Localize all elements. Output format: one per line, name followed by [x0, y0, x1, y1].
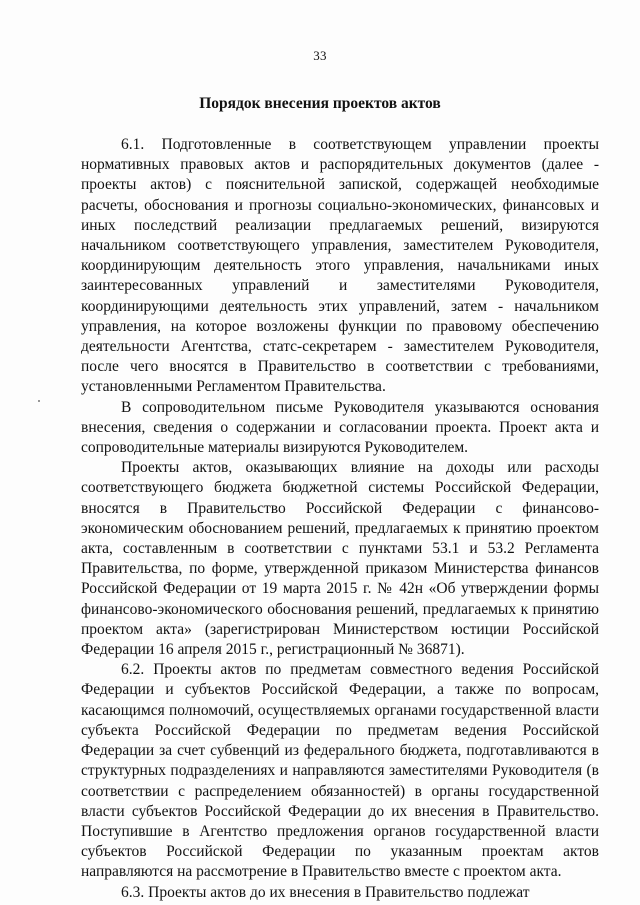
- paragraph-6-1: 6.1. Подготовленные в соответствующем управлении проекты нормативных правовых актов и распорядительных документов (далее - проекты актов) с пояснительной запиской, содержащей необходимые расчеты, обоснования и прогнозы социально-экономических, финансовых и иных последствий реализации предлагаемых решений, визируются начальником соответствующего управления, заместителем Руководителя, координирующим деятельность этого управления, начальниками иных заинтересованных управлений и заместителями Руководителя, координирующими деятельность этих управлений, затем - начальником управления, на которое возложены функции по правовому обеспечению деятельности Агентства, статс-секретарем - заместителем Руководителя, после чего вносятся в Правительство в соответствии с требованиями, установленными Регламентом Правительства.: [81, 136, 599, 396]
- paragraph-cover-letter: В сопроводительном письме Руководителя указываются основания внесения, сведения о содержании и согласовании проекта. Проект акта и сопроводительные материалы визируются Руководителем.: [81, 398, 599, 457]
- paragraph-6-3: 6.3. Проекты актов до их внесения в Правительство подлежат: [121, 883, 530, 901]
- page-number: 33: [313, 48, 327, 63]
- paragraph-6-2: 6.2. Проекты актов по предметам совместного ведения Российской Федерации и субъектов Российской Федерации, а также по вопросам, касающимся полномочий, осуществляемых органами государственной власти субъекта Российской Федерации по предметам ведения Российской Федерации за счет субвенций из федерального бюджета, подготавливаются в структурных подразделениях и направляются заместителями Руководителя (в соответствии с распределением обязанностей) в органы государственной власти субъектов Российской Федерации до их внесения в Правительство. Поступившие в Агентство предложения органов государственной власти субъектов Российской Федерации по указанным проектам актов направляются на рассмотрение в Правительство вместе с проектом акта.: [81, 661, 599, 881]
- document-body: [81, 135, 599, 903]
- paragraph-budget-impact: Проекты актов, оказывающих влияние на доходы или расходы соответствующего бюджета бюджетной системы Российской Федерации, вносятся в Правительство Российской Федерации с финансово-экономическим обоснованием решений, предлагаемых к принятию проектом акта, составленным в соответствии с пунктами 53.1 и 53.2 Регламента Правительства, по форме, утвержденной приказом Министерства финансов Российской Федерации от 19 марта 2015 г. № 42н «Об утверждении формы финансово-экономического обоснования решений, предлагаемых к принятию проектом акта» (зарегистрирован Министерством юстиции Российской Федерации 16 апреля 2015 г., регистрационный № 36871).: [81, 459, 599, 659]
- scan-speck: [38, 400, 40, 402]
- section-title: Порядок внесения проектов актов: [199, 95, 441, 112]
